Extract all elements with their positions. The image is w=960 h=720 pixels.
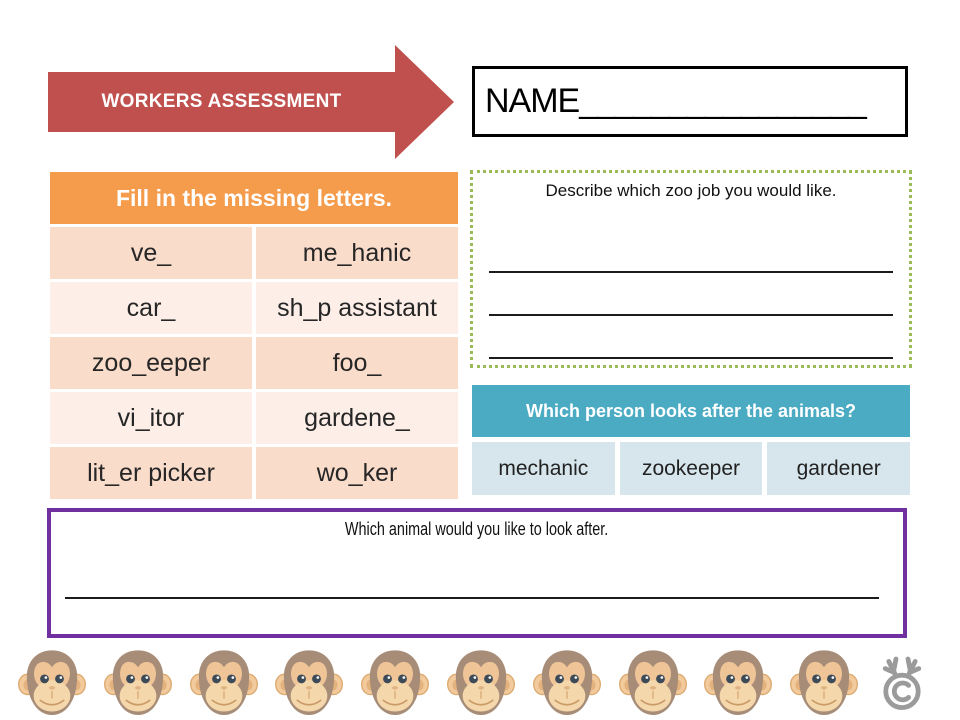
table-cell: lit_er picker [50, 447, 252, 499]
table-cell: gardene_ [256, 392, 458, 444]
antlered-copyright-icon [872, 652, 932, 714]
monkey-face-icon [615, 649, 691, 717]
monkey-face-icon [443, 649, 519, 717]
writing-line [489, 357, 893, 359]
missing-letters-title: Fill in the missing letters. [50, 172, 458, 224]
monkey-face-icon [786, 649, 862, 717]
option-cell-zookeeper[interactable]: zookeeper [620, 442, 763, 495]
monkey-face-icon [700, 649, 776, 717]
writing-line [489, 314, 893, 316]
animal-question-box [47, 508, 907, 638]
writing-line [65, 597, 879, 599]
missing-letters-table [50, 172, 458, 499]
table-cell: ve_ [50, 227, 252, 279]
writing-line [489, 271, 893, 273]
animal-question-text: Which animal would you like to look after. [345, 519, 609, 539]
name-label: NAME________________ [485, 82, 866, 120]
banner-body [48, 72, 395, 132]
footer [14, 648, 932, 718]
table-cell: vi_itor [50, 392, 252, 444]
monkey-face-icon [271, 649, 347, 717]
workers-assessment-banner [48, 45, 454, 159]
table-cell: car_ [50, 282, 252, 334]
monkey-face-icon [14, 649, 90, 717]
arrow-right-icon [395, 45, 454, 159]
table-cell: foo_ [256, 337, 458, 389]
option-cell-gardener[interactable]: gardener [767, 442, 910, 495]
banner-title: WORKERS ASSESSMENT [101, 91, 342, 112]
table-cell: me_hanic [256, 227, 458, 279]
describe-zoo-job-title: Describe which zoo job you would like. [545, 181, 837, 200]
monkey-face-icon [100, 649, 176, 717]
animal-question-title [51, 519, 903, 540]
monkey-face-icon [529, 649, 605, 717]
person-question-title: Which person looks after the animals? [472, 385, 910, 437]
table-cell: zoo_eeper [50, 337, 252, 389]
describe-zoo-job-box [470, 170, 912, 368]
person-question-table [472, 385, 910, 495]
name-box [472, 66, 908, 137]
table-cell: wo_ker [256, 447, 458, 499]
table-cell: sh_p assistant [256, 282, 458, 334]
option-cell-mechanic[interactable]: mechanic [472, 442, 615, 495]
monkey-face-icon [357, 649, 433, 717]
monkey-face-icon [186, 649, 262, 717]
